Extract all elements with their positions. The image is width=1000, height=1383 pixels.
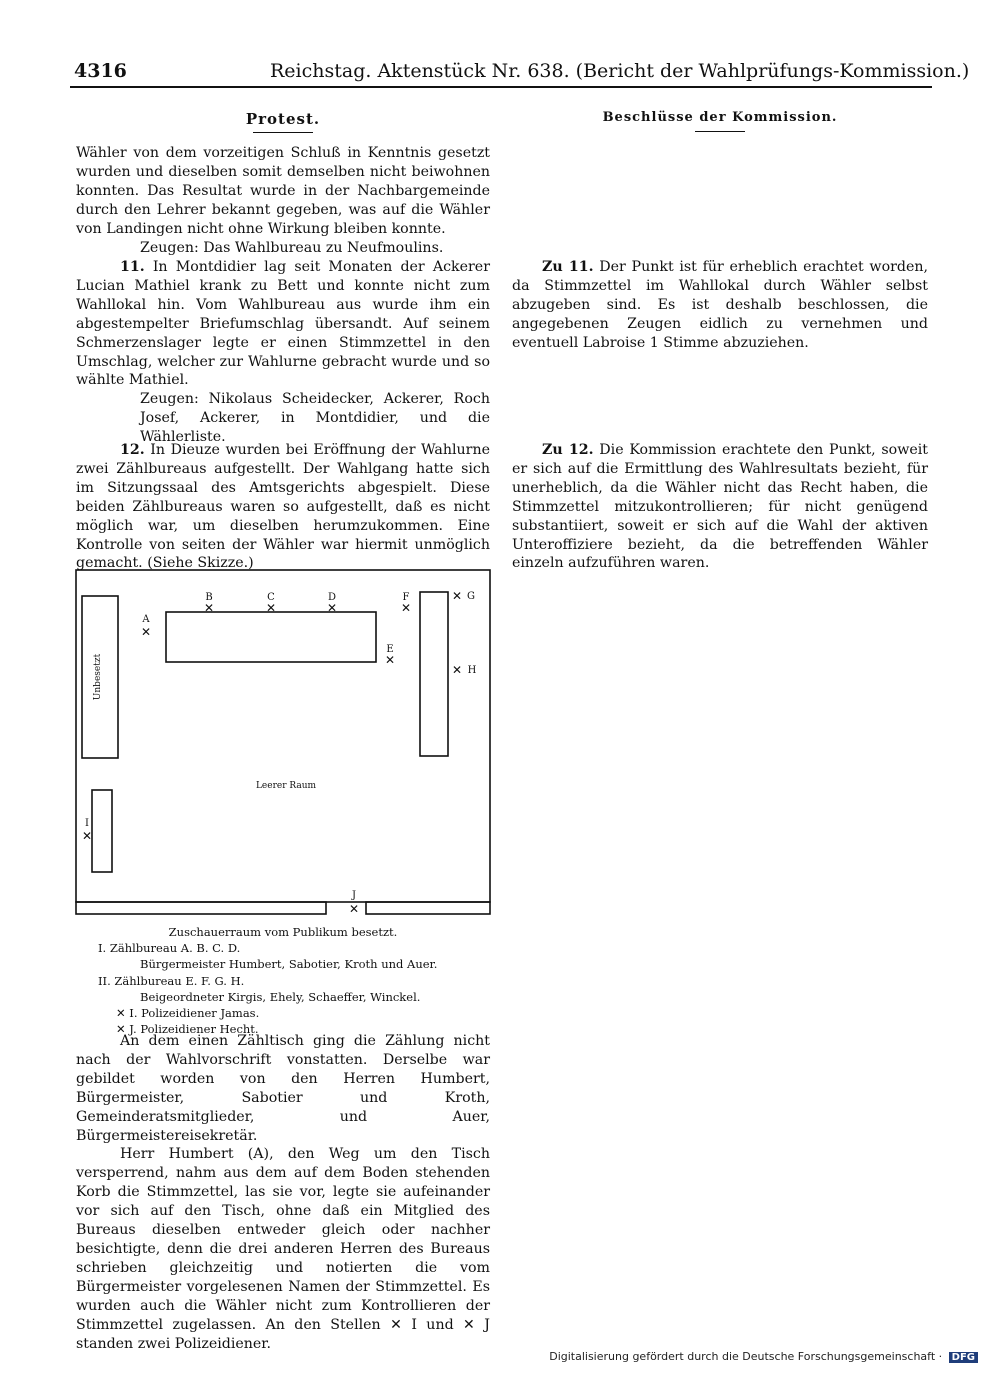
commission-heading: Beschlüsse der Kommission. — [602, 110, 838, 125]
counting-table-1 — [166, 612, 376, 662]
label-c: C — [267, 592, 275, 603]
legend-caption: Zuschauerraum vom Publikum besetzt. — [168, 925, 398, 939]
mark-i: ✕ — [81, 829, 93, 843]
running-title: Reichstag. Aktenstück Nr. 638. (Bericht der Wahlprüfungs-Kommission.) — [270, 60, 970, 82]
label-e: E — [386, 644, 394, 655]
rail-left — [76, 902, 326, 914]
page-header — [70, 58, 970, 88]
mark-h: ✕ — [451, 663, 463, 677]
mark-c: ✕ — [265, 601, 277, 615]
protest-point-11 — [76, 258, 490, 447]
mark-e: ✕ — [384, 653, 396, 667]
side-room-label: Unbesetzt — [93, 653, 103, 701]
mark-d: ✕ — [326, 601, 338, 615]
label-f: F — [402, 592, 410, 603]
label-d: D — [327, 592, 337, 603]
counting-table-2 — [420, 592, 448, 756]
witness-line-2: Zeugen: Nikolaus Scheidecker, Ackerer, Roch Josef, Ackerer, in Montdidier, und die Wählerliste. — [140, 391, 490, 446]
point-number-11: 11. — [120, 259, 145, 275]
mark-b: ✕ — [203, 601, 215, 615]
legend-line-1b: Bürgermeister Humbert, Sabotier, Kroth und Auer. — [140, 957, 438, 972]
label-b: B — [205, 592, 213, 603]
sketch-legend — [76, 924, 490, 1037]
decision-12 — [512, 441, 928, 573]
witness-line-1: Zeugen: Das Wahlbureau zu Neufmoulins. — [140, 239, 444, 256]
room-sketch — [76, 570, 490, 918]
point-number-12: 12. — [120, 442, 145, 458]
legend-line-4: ✕ J. Polizeidiener Hecht. — [116, 1022, 259, 1037]
legend-line-3: ✕ I. Polizeidiener Jamas. — [116, 1006, 260, 1021]
label-g: G — [467, 591, 475, 602]
paragraph-14: Herr Humbert (A), den Weg um den Tisch versperrend, nahm aus dem auf dem Boden stehenden Korb die Stimmzettel, las sie vor, legte sie aufeinander vor sich auf den Tisch, ohne daß ein Mitglied des Bureaus dieselben entweder gleich oder nachher besichtigte, denn die drei anderen Herren des Bureaus schrieben gleichzeitig und notierten die vom Bürgermeister vorgelesenen Namen der Stimmzettel. Es wurden auch die Wähler nicht zum Kontrollieren der Stimmzettel zugelassen. An den Stellen ✕ I und ✕ J standen zwei Polizeidiener. — [76, 1146, 490, 1352]
paragraph-11: In Montdidier lag seit Monaten der Ackerer Lucian Mathiel krank zu Bett und konnte nicht zum Wahllokal hin. Vom Wahlbureau aus wurde ihm ein abgestempelter Briefumschlag übersandt. Auf seinem Schmerzenslager legte er einen Stimmzettel in den Umschlag, welcher zur Wahlurne gebracht wurde und so wählte Mathiel. — [76, 259, 490, 389]
mark-g: ✕ — [451, 589, 463, 603]
decision-11 — [512, 258, 928, 353]
mark-j: ✕ — [348, 902, 360, 916]
legend-line-1: I. Zählbureau A. B. C. D. — [98, 941, 241, 956]
mark-f: ✕ — [400, 601, 412, 615]
decision-12-text: Die Kommission erachtete den Punkt, soweit er sich auf die Ermittlung des Wahlresultats bezieht, für unerheblich, da die Wähler nicht das Recht haben, die Stimmzettel mitzukontrollieren; für nicht genügend substantiiert, soweit er sich auf die Wahl der aktiven Unteroffiziere bezieht, da die betreffenden Wähler einzeln aufzuführen waren. — [512, 442, 929, 572]
paragraph-12: In Dieuze wurden bei Eröffnung der Wahlurne zwei Zählbureaus aufgestellt. Der Wahlgang hatte sich im Sitzungssaal des Amtsgerichts abgespielt. Diese beiden Zählbureaus waren so aufgestellt, daß es nicht möglich war, um dieselben herumzukommen. Eine Kontrolle von seiten der Wähler war hiermit unmöglich gemacht. (Siehe Skizze.) — [76, 442, 490, 572]
header-rule — [70, 86, 932, 88]
paragraph-13: An dem einen Zähltisch ging die Zählung nicht nach der Wahlvorschrift vonstatten. Derselbe war gebildet worden von den Herren Humbert, Bürgermeister, Sabotier und Kroth, Gemeinderatsmitglieder, und Auer, Bürgermeistereisekretär. — [76, 1033, 490, 1144]
label-i: I — [85, 818, 89, 829]
footer: Digitalisierung gefördert durch die Deutsche Forschungsgemeinschaft · DFG — [549, 1350, 978, 1363]
protest-heading: Protest. — [245, 110, 321, 128]
rail-right — [366, 902, 490, 914]
protest-point-12 — [76, 441, 490, 573]
decision-11-label: Zu 11. — [542, 259, 594, 275]
footer-text: Digitalisierung gefördert durch die Deutsche Forschungsgemeinschaft — [549, 1350, 936, 1363]
small-table — [92, 790, 112, 872]
label-h: H — [467, 665, 477, 676]
protest-point-12-cont — [76, 1032, 490, 1353]
decision-12-label: Zu 12. — [542, 442, 594, 458]
mark-a: ✕ — [140, 625, 152, 639]
dfg-logo: DFG — [949, 1352, 978, 1363]
room-sketch-svg — [76, 570, 490, 918]
empty-space-label: Leerer Raum — [255, 781, 317, 791]
heading-underline-right — [695, 131, 745, 132]
protest-continuation — [76, 144, 490, 257]
legend-line-2: II. Zählbureau E. F. G. H. — [98, 973, 245, 988]
legend-line-2b: Beigeordneter Kirgis, Ehely, Schaeffer, Winckel. — [140, 989, 421, 1004]
heading-underline — [253, 132, 313, 133]
label-j: J — [351, 890, 357, 901]
room-outline — [76, 570, 490, 902]
decision-11-text: Der Punkt ist für erheblich erachtet worden, da Stimmzettel im Wahllokal durch Wähler selbst abzugeben sind. Es ist deshalb beschlossen, die angegebenen Zeugen eidlich zu vernehmen und eventuell Labroise 1 Stimme abzuziehen. — [512, 259, 929, 351]
page-number: 4316 — [74, 60, 127, 82]
paragraph-continuation: Wähler von dem vorzeitigen Schluß in Kenntnis gesetzt wurden und dieselben somit demselben nicht beiwohnen konnten. Das Resultat wurde in der Nachbargemeinde durch den Lehrer bekannt gegeben, was auf die Wähler von Landingen nicht ohne Wirkung bleiben konnte. — [76, 145, 490, 237]
label-a: A — [142, 614, 150, 625]
